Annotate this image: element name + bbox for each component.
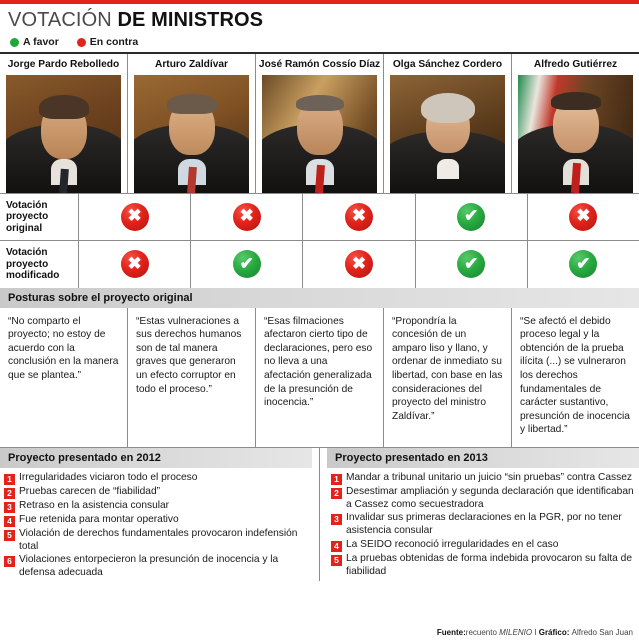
footer-separator: I (532, 628, 539, 637)
vote-row-modificado (0, 240, 639, 288)
quote-cell: “Estas vulneraciones a sus derechos humanos son de tal manera graves que generaron un efecto corruptor en todo el proceso.” (127, 308, 255, 447)
vote-badge-favor-icon: ✔ (233, 250, 261, 278)
list-number-badge: 3 (331, 514, 342, 525)
minister-photo (6, 75, 121, 193)
minister-column-4 (383, 54, 511, 193)
vote-cells (78, 194, 639, 241)
minister-name: Olga Sánchez Cordero (392, 58, 503, 70)
vote-badge-contra-icon: ✖ (233, 203, 261, 231)
vote-row-label: Votación proyecto original (6, 199, 49, 234)
project-2012-bar: Proyecto presentado en 2012 (0, 448, 312, 468)
list-item-text: Invalidar sus primeras declaraciones en la PGR, por no tener asistencia consular (346, 512, 622, 537)
quote-cell: “Esas filmaciones afectaron cierto tipo de declaraciones, pero eso no lleva a una afectación generalizada de la presunción de inocencia.” (255, 308, 383, 447)
project-2013-list (327, 468, 639, 579)
legend-item-favor (10, 36, 59, 48)
vote-cells (78, 241, 639, 288)
legend-item-contra (77, 36, 138, 48)
vote-badge-favor-icon: ✔ (569, 250, 597, 278)
vote-badge-contra-icon: ✖ (345, 203, 373, 231)
vote-row-label: Votación proyecto modificado (6, 247, 60, 282)
vote-badge-contra-icon: ✖ (121, 250, 149, 278)
page-title (8, 10, 631, 31)
minister-name: Arturo Zaldívar (154, 58, 229, 70)
list-number-badge: 6 (4, 556, 15, 567)
legend-label-favor: A favor (23, 36, 59, 48)
list-number-badge: 2 (4, 488, 15, 499)
red-dot-icon (77, 38, 86, 47)
minister-photo (262, 75, 377, 193)
list-item (4, 514, 310, 527)
vote-badge-contra-icon: ✖ (569, 203, 597, 231)
vote-cell (527, 194, 639, 241)
list-number-badge: 4 (331, 541, 342, 552)
footer-source-italic: MILENIO (499, 628, 533, 637)
minister-photo (390, 75, 505, 193)
footer-credit-name: Alfredo San Juan (571, 628, 633, 637)
projects-panels (0, 448, 639, 581)
list-item-text: Pruebas carecen de “fiabilidad” (19, 485, 161, 497)
quote-cell: “No comparto el proyecto; no estoy de acuerdo con la conclusión en la manera que se plantea.” (8, 315, 119, 381)
list-number-badge: 4 (4, 516, 15, 527)
vote-cell (302, 194, 414, 241)
list-item-text: Retraso en la asistencia consular (19, 499, 170, 511)
vote-badge-contra-icon: ✖ (121, 203, 149, 231)
list-item (331, 539, 637, 552)
minister-name: José Ramón Cossío Díaz (258, 58, 381, 70)
project-panel-2013 (319, 448, 639, 581)
quote-cell: “Se afectó el debido proceso legal y la obtención de la prueba ilícita (...) se vulneraron los derechos fundamentales de carácter sustantivo, presunción de inocencia y libertad.” (511, 308, 639, 447)
vote-badge-contra-icon: ✖ (345, 250, 373, 278)
project-2013-bar: Proyecto presentado en 2013 (327, 448, 639, 468)
list-item (331, 472, 637, 485)
vote-badge-favor-icon: ✔ (457, 203, 485, 231)
list-number-badge: 5 (331, 555, 342, 566)
postures-quotes-row (0, 308, 639, 447)
title-light-part: VOTACIÓN (8, 9, 118, 31)
minister-column-3 (255, 54, 383, 193)
minister-name: Jorge Pardo Rebolledo (7, 58, 120, 70)
vote-cell (190, 241, 302, 288)
minister-column-2 (127, 54, 255, 193)
list-item (331, 512, 637, 538)
green-dot-icon (10, 38, 19, 47)
vote-cell (415, 241, 527, 288)
vote-cell (302, 241, 414, 288)
project-2012-list (0, 468, 312, 580)
vote-cell (527, 241, 639, 288)
list-item (4, 528, 310, 554)
footer-credits (437, 628, 633, 637)
vote-cell (190, 194, 302, 241)
list-number-badge: 2 (331, 488, 342, 499)
minister-name: Alfredo Gutiérrez (533, 58, 618, 70)
list-item-text: Fue retenida para montar operativo (19, 513, 179, 525)
vote-cell (415, 194, 527, 241)
vote-badge-favor-icon: ✔ (457, 250, 485, 278)
list-item-text: Desestimar ampliación y segunda declaración que identificaban a Cassez como secuestradora (346, 485, 634, 510)
list-number-badge: 1 (4, 474, 15, 485)
minister-column-1 (0, 54, 127, 193)
legend (0, 33, 639, 52)
list-item (4, 500, 310, 513)
list-item-text: Irregularidades viciaron todo el proceso (19, 471, 198, 483)
quote-cell: “Propondría la concesión de un amparo liso y llano, y ordenar de inmediato su libertad, con base en las consideraciones del proyecto del ministro Zaldívar.” (383, 308, 511, 447)
minister-photo (518, 75, 633, 193)
footer-credit-label: Gráfico: (538, 628, 570, 637)
list-item-text: Violaciones entorpecieron la presunción de inocencia y la defensa adecuada (19, 554, 279, 579)
list-item-text: La pruebas obtenidas de forma indebida provocaron su falta de fiabilidad (346, 552, 633, 577)
vote-row-original (0, 193, 639, 241)
list-item (331, 553, 637, 579)
legend-label-contra: En contra (89, 36, 139, 48)
title-container (0, 4, 639, 33)
vote-cell (79, 194, 190, 241)
list-item (4, 472, 310, 485)
minister-column-5 (511, 54, 639, 193)
title-bold-part: DE MINISTROS (117, 9, 264, 31)
list-item (4, 486, 310, 499)
list-item-text: La SEIDO reconoció irregularidades en el caso (346, 538, 559, 550)
vote-cell (79, 241, 190, 288)
list-number-badge: 1 (331, 474, 342, 485)
list-number-badge: 5 (4, 530, 15, 541)
list-item-text: Violación de derechos fundamentales provocaron indefensión total (19, 527, 298, 552)
footer-source-value: recuento (465, 628, 500, 637)
list-item-text: Mandar a tribunal unitario un juicio “sin pruebas” contra Cassez (346, 471, 632, 483)
postures-section-bar: Posturas sobre el proyecto original (0, 288, 639, 308)
minister-photo (134, 75, 249, 193)
footer-source-label: Fuente: (436, 628, 466, 637)
ministers-row (0, 54, 639, 193)
list-item (331, 486, 637, 512)
list-item (4, 554, 310, 580)
list-number-badge: 3 (4, 502, 15, 513)
project-panel-2012 (0, 448, 319, 581)
